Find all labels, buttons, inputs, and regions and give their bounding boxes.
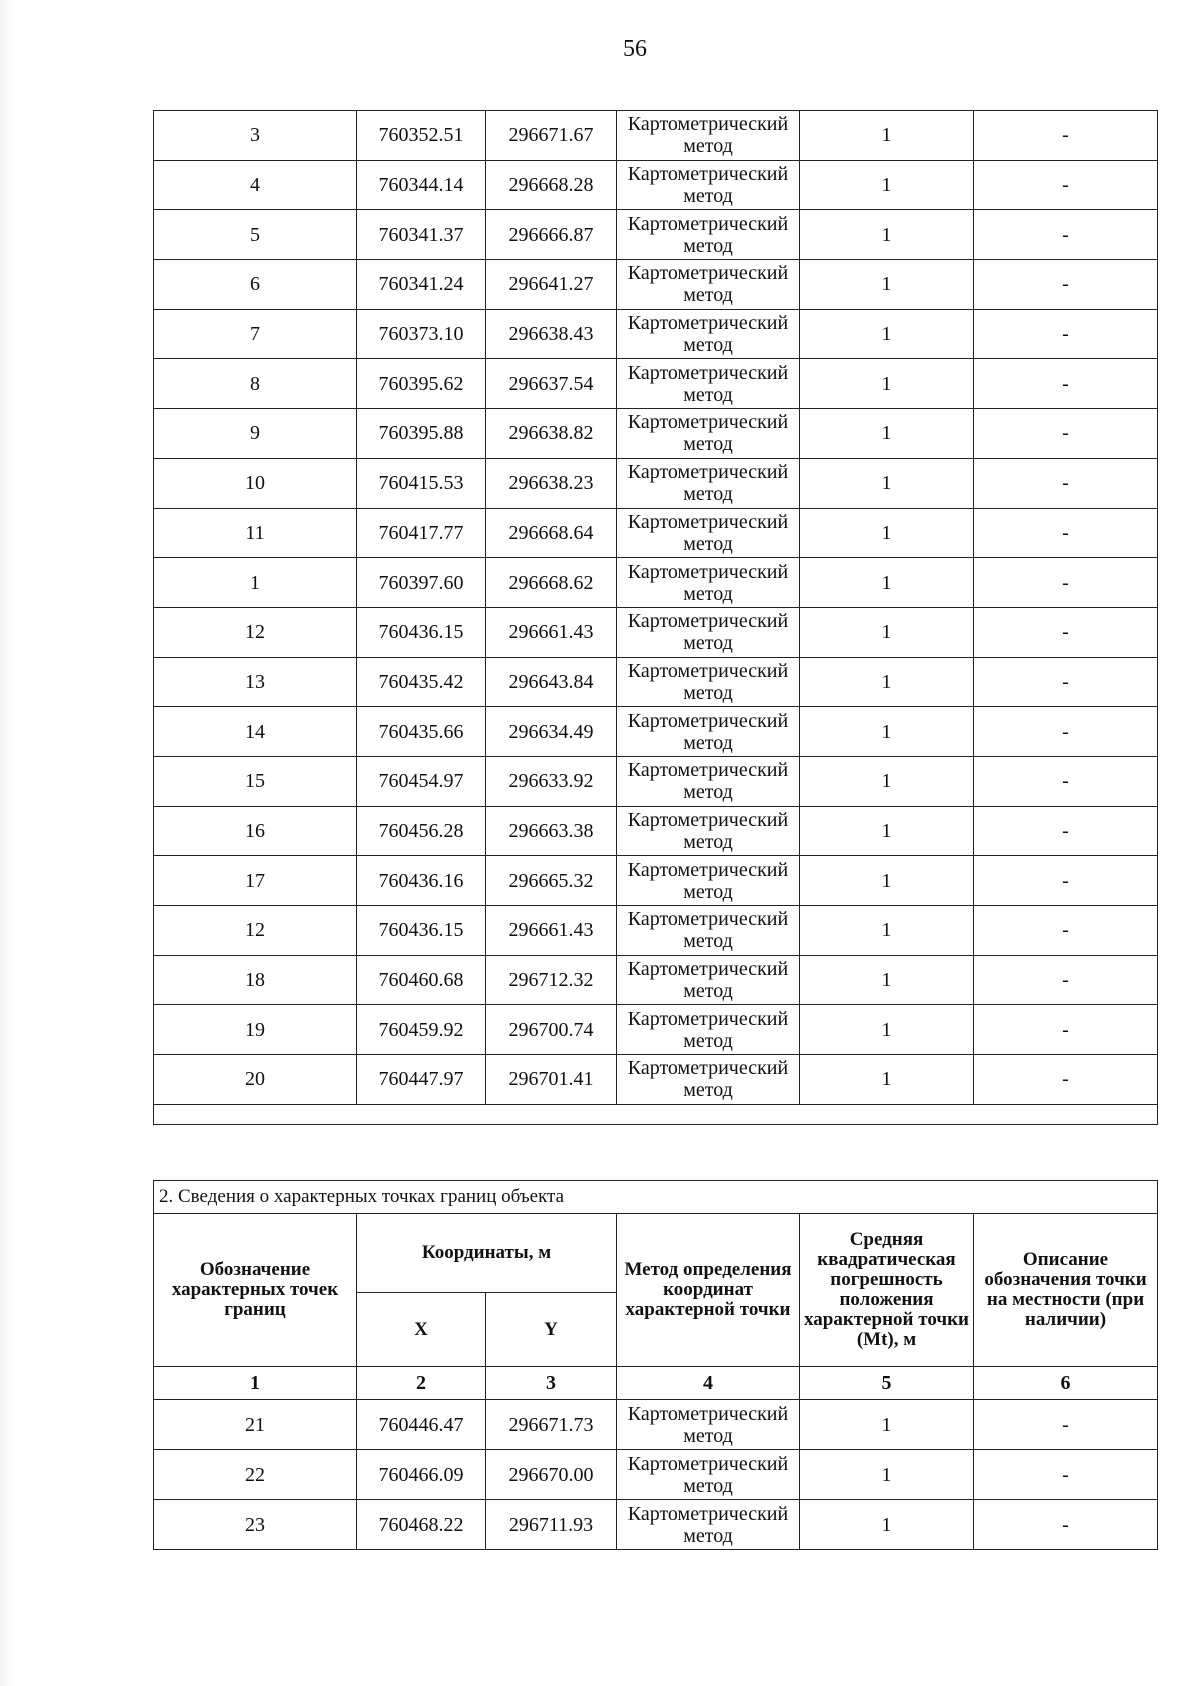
point-number-cell: 5 [154,210,357,260]
table-row [154,1500,1158,1550]
x-coordinate-cell: 760447.97 [357,1055,486,1105]
y-coordinate-cell: 296671.67 [486,111,617,161]
description-cell: - [974,1400,1158,1450]
description-cell: - [974,1450,1158,1500]
table-row [154,260,1158,310]
y-coordinate-cell: 296671.73 [486,1400,617,1450]
accuracy-cell: 1 [800,1450,974,1500]
empty-cell [154,1104,1158,1124]
x-coordinate-cell: 760352.51 [357,111,486,161]
y-coordinate-cell: 296668.62 [486,558,617,608]
accuracy-cell: 1 [800,260,974,310]
method-cell: Картометрический метод [617,1450,800,1500]
y-coordinate-cell: 296638.43 [486,309,617,359]
table-row [154,111,1158,161]
description-cell: - [974,1500,1158,1550]
method-cell: Картометрический метод [617,558,800,608]
x-coordinate-cell: 760397.60 [357,558,486,608]
column-number: 2 [357,1367,486,1400]
accuracy-cell: 1 [800,1400,974,1450]
accuracy-cell: 1 [800,756,974,806]
description-cell: - [974,607,1158,657]
method-cell: Картометрический метод [617,111,800,161]
method-cell: Картометрический метод [617,309,800,359]
y-coordinate-cell: 296700.74 [486,1005,617,1055]
table-row [154,1400,1158,1450]
point-number-cell: 14 [154,707,357,757]
table-row [154,210,1158,260]
description-cell: - [974,558,1158,608]
method-cell: Картометрический метод [617,756,800,806]
method-cell: Картометрический метод [617,359,800,409]
point-number-cell: 12 [154,607,357,657]
accuracy-cell: 1 [800,458,974,508]
y-coordinate-cell: 296663.38 [486,806,617,856]
accuracy-cell: 1 [800,309,974,359]
table-row [154,955,1158,1005]
description-cell: - [974,458,1158,508]
method-cell: Картометрический метод [617,409,800,459]
method-cell: Картометрический метод [617,260,800,310]
x-coordinate-cell: 760341.37 [357,210,486,260]
description-cell: - [974,906,1158,956]
description-cell: - [974,210,1158,260]
y-coordinate-cell: 296633.92 [486,756,617,806]
page-number: 56 [623,36,647,62]
y-coordinate-cell: 296661.43 [486,906,617,956]
x-coordinate-cell: 760435.66 [357,707,486,757]
method-cell: Картометрический метод [617,906,800,956]
y-coordinate-cell: 296670.00 [486,1450,617,1500]
accuracy-cell: 1 [800,558,974,608]
header-method: Метод определения координат характерной точки [617,1214,800,1367]
method-cell: Картометрический метод [617,1400,800,1450]
section-title: 2. Сведения о характерных точках границ объекта [154,1181,1158,1214]
table-row [154,359,1158,409]
y-coordinate-cell: 296668.28 [486,160,617,210]
header-coordinates: Координаты, м [357,1214,617,1293]
description-cell: - [974,111,1158,161]
method-cell: Картометрический метод [617,458,800,508]
y-coordinate-cell: 296668.64 [486,508,617,558]
y-coordinate-cell: 296634.49 [486,707,617,757]
header-mean-square-error: Средняя квадратическая погрешность положения характерной точки (Mt), м [800,1214,974,1367]
x-coordinate-cell: 760460.68 [357,955,486,1005]
point-number-cell: 8 [154,359,357,409]
y-coordinate-cell: 296643.84 [486,657,617,707]
description-cell: - [974,1055,1158,1105]
x-coordinate-cell: 760373.10 [357,309,486,359]
accuracy-cell: 1 [800,1055,974,1105]
point-number-cell: 17 [154,856,357,906]
accuracy-cell: 1 [800,806,974,856]
description-cell: - [974,508,1158,558]
point-number-cell: 9 [154,409,357,459]
point-number-cell: 3 [154,111,357,161]
description-cell: - [974,657,1158,707]
method-cell: Картометрический метод [617,1500,800,1550]
method-cell: Картометрический метод [617,806,800,856]
method-cell: Картометрический метод [617,210,800,260]
x-coordinate-cell: 760395.88 [357,409,486,459]
y-coordinate-cell: 296665.32 [486,856,617,906]
header-point-designation: Обозначение характерных точек границ [154,1214,357,1367]
accuracy-cell: 1 [800,707,974,757]
description-cell: - [974,160,1158,210]
description-cell: - [974,409,1158,459]
method-cell: Картометрический метод [617,856,800,906]
method-cell: Картометрический метод [617,955,800,1005]
point-number-cell: 10 [154,458,357,508]
column-number: 5 [800,1367,974,1400]
point-number-cell: 6 [154,260,357,310]
boundary-points-table [153,1180,1158,1550]
method-cell: Картометрический метод [617,607,800,657]
x-coordinate-cell: 760435.42 [357,657,486,707]
point-number-cell: 21 [154,1400,357,1450]
y-coordinate-cell: 296661.43 [486,607,617,657]
column-number: 1 [154,1367,357,1400]
accuracy-cell: 1 [800,657,974,707]
y-coordinate-cell: 296711.93 [486,1500,617,1550]
x-coordinate-cell: 760446.47 [357,1400,486,1450]
x-coordinate-cell: 760436.15 [357,906,486,956]
header-x: X [357,1293,486,1367]
table-row [154,607,1158,657]
table-row [154,657,1158,707]
point-number-cell: 19 [154,1005,357,1055]
accuracy-cell: 1 [800,607,974,657]
accuracy-cell: 1 [800,1005,974,1055]
point-number-cell: 11 [154,508,357,558]
accuracy-cell: 1 [800,359,974,409]
point-number-cell: 15 [154,756,357,806]
accuracy-cell: 1 [800,1500,974,1550]
x-coordinate-cell: 760456.28 [357,806,486,856]
x-coordinate-cell: 760436.16 [357,856,486,906]
accuracy-cell: 1 [800,508,974,558]
accuracy-cell: 1 [800,210,974,260]
description-cell: - [974,955,1158,1005]
scan-edge [0,0,14,1686]
description-cell: - [974,1005,1158,1055]
y-coordinate-cell: 296641.27 [486,260,617,310]
table-row [154,309,1158,359]
column-number: 6 [974,1367,1158,1400]
header-point-description: Описание обозначения точки на местности (при наличии) [974,1214,1158,1367]
description-cell: - [974,260,1158,310]
method-cell: Картометрический метод [617,707,800,757]
point-number-cell: 18 [154,955,357,1005]
accuracy-cell: 1 [800,856,974,906]
x-coordinate-cell: 760417.77 [357,508,486,558]
table-row [154,856,1158,906]
table-row [154,806,1158,856]
y-coordinate-cell: 296638.82 [486,409,617,459]
description-cell: - [974,707,1158,757]
point-number-cell: 22 [154,1450,357,1500]
description-cell: - [974,806,1158,856]
method-cell: Картометрический метод [617,657,800,707]
y-coordinate-cell: 296701.41 [486,1055,617,1105]
table-row [154,558,1158,608]
x-coordinate-cell: 760344.14 [357,160,486,210]
point-number-cell: 23 [154,1500,357,1550]
table-row [154,1450,1158,1500]
table-row [154,756,1158,806]
method-cell: Картометрический метод [617,160,800,210]
table-row [154,409,1158,459]
empty-row [154,1104,1158,1124]
table-row [154,160,1158,210]
accuracy-cell: 1 [800,160,974,210]
description-cell: - [974,359,1158,409]
x-coordinate-cell: 760459.92 [357,1005,486,1055]
description-cell: - [974,756,1158,806]
point-number-cell: 7 [154,309,357,359]
table-row [154,707,1158,757]
x-coordinate-cell: 760468.22 [357,1500,486,1550]
point-number-cell: 4 [154,160,357,210]
point-number-cell: 20 [154,1055,357,1105]
coordinates-table-continued [153,110,1158,1125]
point-number-cell: 1 [154,558,357,608]
description-cell: - [974,856,1158,906]
description-cell: - [974,309,1158,359]
table-row [154,1055,1158,1105]
point-number-cell: 13 [154,657,357,707]
method-cell: Картометрический метод [617,1005,800,1055]
point-number-cell: 16 [154,806,357,856]
table-row [154,1005,1158,1055]
accuracy-cell: 1 [800,906,974,956]
table-row [154,906,1158,956]
column-number: 3 [486,1367,617,1400]
column-number: 4 [617,1367,800,1400]
x-coordinate-cell: 760341.24 [357,260,486,310]
y-coordinate-cell: 296666.87 [486,210,617,260]
point-number-cell: 12 [154,906,357,956]
y-coordinate-cell: 296638.23 [486,458,617,508]
x-coordinate-cell: 760436.15 [357,607,486,657]
x-coordinate-cell: 760454.97 [357,756,486,806]
accuracy-cell: 1 [800,409,974,459]
accuracy-cell: 1 [800,111,974,161]
method-cell: Картометрический метод [617,1055,800,1105]
table-row [154,508,1158,558]
table-row [154,458,1158,508]
method-cell: Картометрический метод [617,508,800,558]
header-y: Y [486,1293,617,1367]
x-coordinate-cell: 760395.62 [357,359,486,409]
x-coordinate-cell: 760466.09 [357,1450,486,1500]
x-coordinate-cell: 760415.53 [357,458,486,508]
accuracy-cell: 1 [800,955,974,1005]
y-coordinate-cell: 296637.54 [486,359,617,409]
y-coordinate-cell: 296712.32 [486,955,617,1005]
